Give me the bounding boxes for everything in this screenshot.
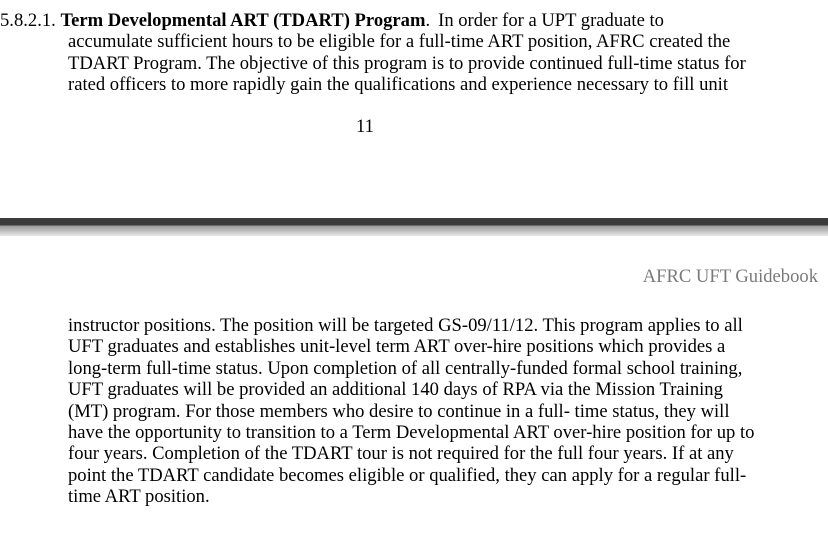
first-line-text: In order for a UPT graduate to — [438, 10, 664, 31]
section-number: 5.8.2.1. — [0, 10, 56, 31]
paragraph-line: UFT graduates and establishes unit-level term ART over-hire positions which provides a — [68, 336, 726, 358]
page-separator — [0, 218, 828, 236]
paragraph-line: rated officers to more rapidly gain the qualifications and experience necessary to fill unit — [68, 74, 729, 96]
paragraph-first-line — [0, 10, 746, 31]
running-header: AFRC UFT Guidebook — [642, 266, 818, 287]
paragraph-line: point the TDART candidate becomes eligible or qualified, they can apply for a regular full- — [68, 464, 747, 486]
paragraph-line: TDART Program. The objective of this program is to provide continued full-time status for — [68, 52, 746, 74]
paragraph-line: four years. Completion of the TDART tour is not required for the full four years. If at any — [68, 443, 734, 465]
paragraph-line: time ART position. — [68, 486, 210, 508]
paragraph-line: instructor positions. The position will be targeted GS-09/11/12. This program applies to all — [68, 315, 743, 336]
tdart-paragraph-start — [0, 10, 746, 96]
paragraph-line: have the opportunity to transition to a Term Developmental ART over-hire position for up to — [68, 421, 755, 443]
tdart-paragraph-continuation — [68, 315, 754, 508]
page-number: 11 — [356, 116, 374, 137]
paragraph-line: (MT) program. For those members who desire to continue in a full- time status, they will — [68, 400, 730, 422]
section-heading: Term Developmental ART (TDART) Program — [60, 10, 426, 31]
paragraph-line: accumulate sufficient hours to be eligible for a full-time ART position, AFRC created the — [68, 31, 731, 53]
paragraph-line: UFT graduates will be provided an additional 140 days of RPA via the Mission Training — [68, 379, 723, 401]
document-page-top — [0, 0, 828, 218]
section-heading-period: . — [425, 10, 431, 31]
paragraph-line: long-term full-time status. Upon completion of all centrally-funded formal school training, — [68, 357, 743, 379]
